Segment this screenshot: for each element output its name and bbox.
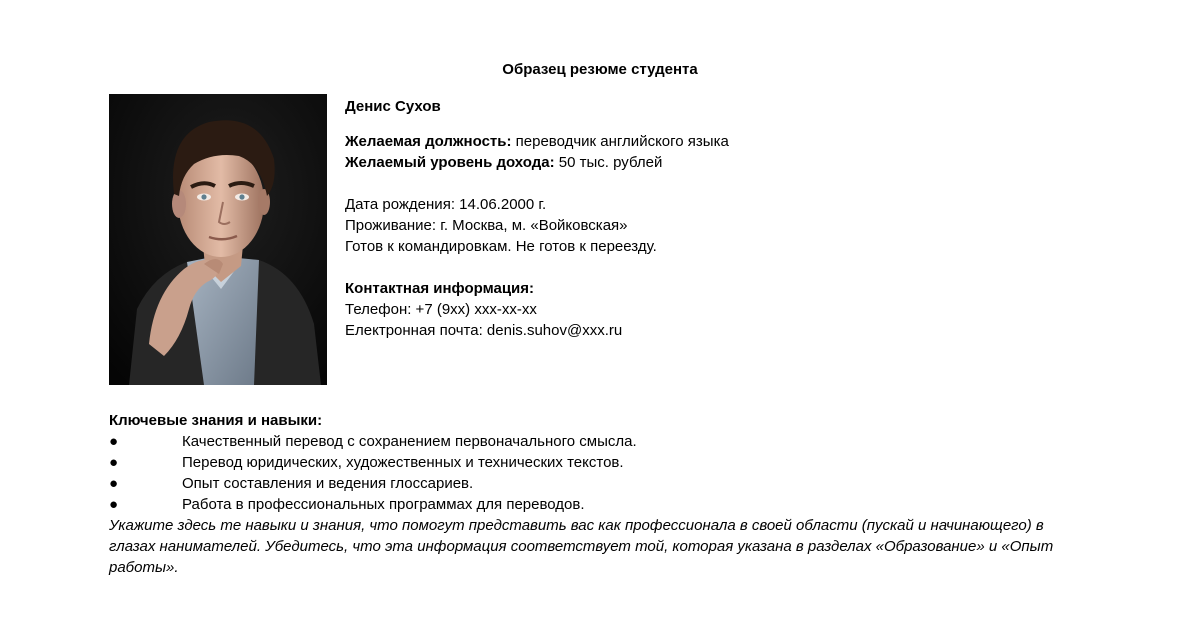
bullet-icon: ● bbox=[109, 433, 119, 450]
skills-section bbox=[109, 410, 1109, 578]
skill-text: Перевод юридических, художественных и технических текстов. bbox=[182, 454, 624, 471]
document-title: Образец резюме студента bbox=[502, 61, 698, 78]
phone: Телефон: +7 (9хх) ххх-хх-хх bbox=[345, 301, 537, 318]
profile-info bbox=[345, 96, 1045, 341]
contacts-heading: Контактная информация: bbox=[345, 280, 535, 297]
bullet-icon: ● bbox=[109, 454, 119, 471]
desired-income bbox=[345, 152, 1045, 173]
bullet-icon: ● bbox=[109, 475, 119, 492]
list-item bbox=[109, 494, 1109, 515]
skill-text: Качественный перевод с сохранением первоначального смысла. bbox=[182, 433, 637, 450]
skills-heading: Ключевые знания и навыки: bbox=[109, 412, 323, 429]
residence: Проживание: г. Москва, м. «Войковская» bbox=[345, 217, 628, 234]
desired-position bbox=[345, 131, 1045, 152]
skill-text: Работа в профессиональных программах для переводов. bbox=[182, 496, 585, 513]
email: Електронная почта: denis.suhov@xxx.ru bbox=[345, 322, 623, 339]
candidate-name: Денис Сухов bbox=[345, 98, 441, 115]
travel-readiness: Готов к командировкам. Не готов к переезду. bbox=[345, 238, 657, 255]
list-item bbox=[109, 452, 1109, 473]
desired-income-label: Желаемый уровень дохода: bbox=[345, 154, 555, 171]
desired-position-label: Желаемая должность: bbox=[345, 133, 512, 150]
desired-income-value: 50 тыс. рублей bbox=[554, 154, 663, 171]
skills-list bbox=[109, 431, 1109, 515]
desired-position-value: переводчик английского языка bbox=[511, 133, 729, 150]
skills-note-line: глазах нанимателей. Убедитесь, что эта информация соответствует той, которая указана в разделах «Образование» и «Опыт bbox=[109, 538, 1054, 555]
skills-note-line: Укажите здесь те навыки и знания, что помогут представить вас как профессионала в своей области (пускай и начинающего) в bbox=[109, 517, 1044, 534]
skills-note-line: работы». bbox=[109, 559, 179, 576]
skills-note bbox=[109, 515, 1109, 578]
list-item bbox=[109, 473, 1109, 494]
list-item bbox=[109, 431, 1109, 452]
profile-photo bbox=[109, 94, 327, 385]
bullet-icon: ● bbox=[109, 496, 119, 513]
portrait-image bbox=[109, 94, 327, 385]
birth-date: Дата рождения: 14.06.2000 г. bbox=[345, 196, 547, 213]
skill-text: Опыт составления и ведения глоссариев. bbox=[182, 475, 474, 492]
